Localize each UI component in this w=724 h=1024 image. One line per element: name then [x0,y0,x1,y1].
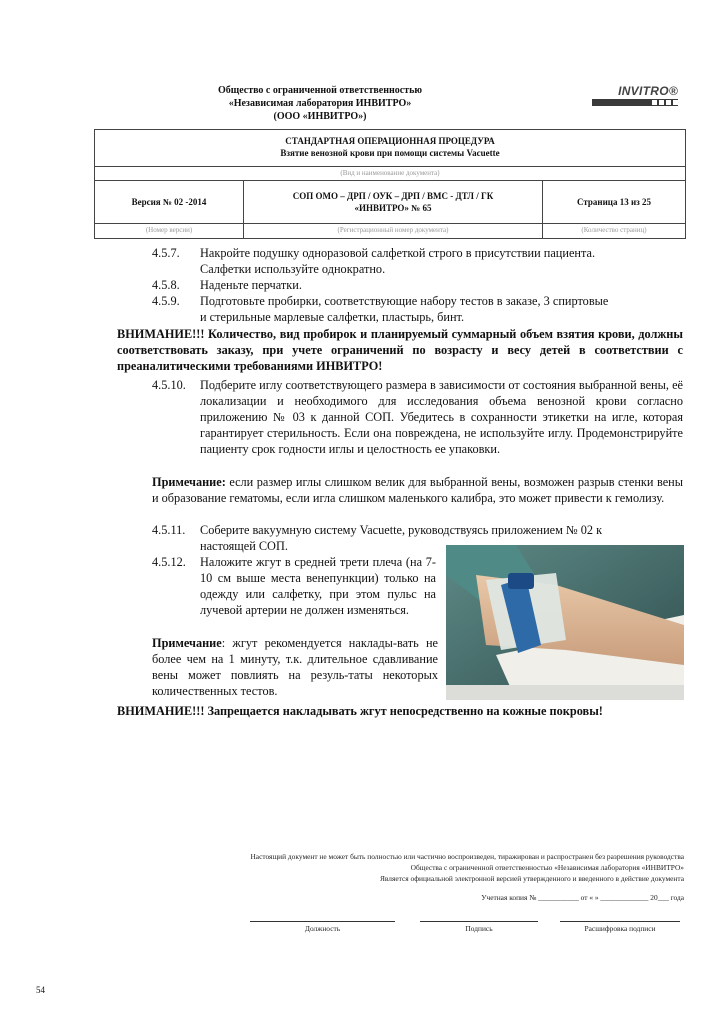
document-header-table [94,129,686,239]
doc-title-row [95,130,685,167]
doc-reg-number [244,181,543,223]
doc-version: Версия № 02 -2014 [95,181,244,223]
doc-meta-hints [95,224,685,238]
item-number: 4.5.10. [152,378,186,392]
hint-reg: (Регистрационный номер документа) [244,224,543,238]
signature-sign: Подпись [420,921,538,933]
doc-page: Страница 13 из 25 [576,197,652,207]
org-name [160,84,480,123]
item-text: Соберите вакуумную систему Vacuette, руководствуясь приложением № 02 к [200,523,603,537]
disclaimer-line-1: Настоящий документ не может быть полностью или частично воспроизведен, тиражирован и распространен без разрешения руководства [250,852,684,861]
org-line-1: Общество с ограниченной ответственностью [217,85,423,96]
item-text: Наденьте перчатки. [200,278,302,292]
attention-block: ВНИМАНИЕ!!! Запрещается накладывать жгут непосредственно на кожные покровы! [117,704,603,718]
hint-version: (Номер версии) [95,224,244,238]
doc-meta-row [95,181,685,224]
item-number: 4.5.9. [152,294,180,308]
copy-record-line: Учетная копия № ___________ от « » _____________ 20___ года [481,893,684,902]
reg-line-1: СОП ОМО – ДРП / ОУК – ДРП / ВМС - ДТЛ / ГК [292,191,494,201]
doc-title: СТАНДАРТНАЯ ОПЕРАЦИОННАЯ ПРОЦЕДУРА [285,136,495,146]
doc-kind-hint: (Вид и наименование документа) [95,167,685,181]
disclaimer [110,851,684,884]
disclaimer-line-3: Является официальной электронной версией утвержденного и введенного в действие документа [379,874,684,883]
note-block [152,474,683,506]
hint-pages: (Количество страниц) [581,226,647,234]
logo-squares [652,100,678,105]
item-text: настоящей СОП. [200,539,288,553]
note-label: Примечание: [152,475,226,489]
note-label: Примечание [152,636,222,650]
item-text: Подберите иглу соответствующего размера в зависимости от состояния выбранной вены, её локализации и необходимого для исследования объема венозной крови согласно приложению № 03 к данной СОП. Убедитесь в сохранности этикетки на игле, которая гарантирует стерильность. Если она повреждена, не используйте иглу. Продемонстрируйте пациенту срок годности иглы и целостность ее упаковки. [200,378,683,456]
logo-text: INVITRO® [618,84,678,98]
note-text: если размер иглы слишком велик для выбранной вены, возможен разрыв стенки вены и образование гематомы, если игла слишком маленького калибра, это может привести к гемолизу. [152,475,683,505]
org-line-3: (ООО «ИНВИТРО») [273,111,367,122]
attention-block: ВНИМАНИЕ!!! Количество, вид пробирок и планируемый суммарный объем взятия крови, должны соответствовать заказу, при учете ограничений по возрасту и весу детей в соответствии с преаналитическими требованиями ИНВИТРО! [117,327,683,373]
item-text: Накройте подушку одноразовой салфеткой строго в присутствии пациента. [200,246,596,260]
note-block [152,635,438,699]
item-text: Наложите жгут в средней трети плеча (на 7-10 см выше места венепункции) только на одежду или салфетку, при этом пульс на лучевой артерии не должен изменяться. [200,555,436,617]
item-number: 4.5.8. [152,278,180,292]
invitro-logo [592,84,682,110]
disclaimer-line-2: Общества с ограниченной ответственностью «Независимая лаборатория «ИНВИТРО» [410,863,684,872]
doc-subtitle: Взятие венозной крови при помощи системы Vacuette [280,148,500,158]
page-number: 54 [36,985,45,995]
signature-decode: Расшифровка подписи [560,921,680,933]
org-line-2: «Независимая лаборатория ИНВИТРО» [228,98,412,109]
item-number: 4.5.11. [152,523,186,537]
note-text: : жгут рекомендуется наклады-вать не более чем на 1 минуту, т.к. длительное сдавливание вены может повлиять на резуль-таты некоторых количественных тестов. [152,636,438,698]
reg-line-2: «ИНВИТРО» № 65 [354,203,432,213]
item-number: 4.5.12. [152,555,186,569]
signature-position: Должность [250,921,395,933]
item-text: Подготовьте пробирки, соответствующие набору тестов в заказе, 3 спиртовые [200,294,609,308]
item-text: Салфетки используйте однократно. [200,262,386,276]
tourniquet-photo [446,545,684,700]
item-text: и стерильные марлевые салфетки, пластырь, бинт. [200,310,465,324]
item-number: 4.5.7. [152,246,180,260]
